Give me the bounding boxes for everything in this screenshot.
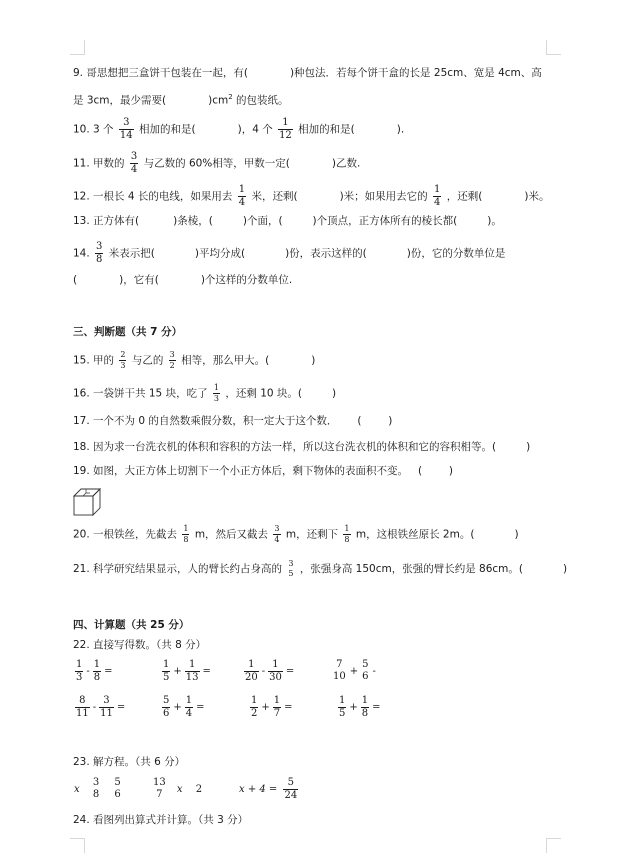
question-13: 13. 正方体有( )条棱，( )个面，( )个顶点，正方体所有的棱长都( )。 xyxy=(73,215,502,227)
fraction: $\frac{3}{4}$ xyxy=(274,524,280,544)
question-20: 20. 一根铁丝，先截去 $\frac{1}{8}$ m，然后又截去 $\frac{3}{4}$ m，还剩下 $\frac{1}{8}$ m，这根铁丝原长 2m。( ) xyxy=(73,524,519,544)
fraction: $\frac{1}{3}$ xyxy=(213,383,220,403)
question-23-title: 23. 解方程。（共 6 分） xyxy=(73,756,186,768)
fraction: $\frac{2}{3}$ xyxy=(120,350,126,370)
calc-item: 7 10 + 5 6 - xyxy=(333,659,376,682)
question-12: 12. 一根长 4 长的电线，如果用去 $\frac{1}{4}$ 米，还剩( )米；如果用去它的 $\frac{1}{4}$ ，还剩( )米。 xyxy=(73,184,550,208)
fraction: $\frac{1}{4}$ xyxy=(434,184,441,208)
question-18: 18. 因为求一台洗衣机的体积和容积的方法一样，所以这台洗衣机的体积和它的容积相等。( ) xyxy=(73,441,531,453)
section-4-heading: 四、计算题（共 25 分） xyxy=(73,619,190,631)
fraction: $\frac{1}{8}$ xyxy=(183,524,189,544)
section-3-heading: 三、判断题（共 7 分） xyxy=(73,326,183,338)
crop-mark-bottom-left xyxy=(70,838,85,853)
fraction: 3 5 xyxy=(288,559,294,578)
question-15: 15. 甲的 $\frac{2}{3}$ 与乙的 $\frac{3}{2}$ 相等，那么甲大。( ) xyxy=(73,350,316,370)
question-17: 17. 一个不为 0 的自然数乘假分数，积一定大于这个数． ( ) xyxy=(73,415,393,427)
question-21: 21. 科学研究结果显示，人的臂长约占身高的 3 5 ，张强身高 150cm，张强的臂长约是 86cm。( ) xyxy=(73,559,568,578)
question-10: 10. 3 个 $\frac{3}{14}$ 相加的和是( )，4 个 $\frac{1}{12}$ 相加的和是( ). xyxy=(73,117,405,141)
question-9-line-2: 是 3cm，最少需要( )$cm^2$ 的包装纸。 xyxy=(73,93,289,107)
question-9-line-1: 9. 哥思想把三盒饼干包装在一起，有( )种包法．若每个饼干盒的长是 25cm、宽是 4cm、高 xyxy=(73,67,542,79)
question-19: 19. 如图，大正方体上切割下一个小正方体后，剩下物体的表面积不变。 ( ) xyxy=(73,465,453,477)
fraction: $\frac{3}{4}$ xyxy=(130,151,138,175)
calc-item: $\frac{5}{6}$ + $\frac{1}{4}$ = xyxy=(163,695,205,719)
fraction: $\frac{1}{8}$ xyxy=(344,524,350,544)
calc-item: $\frac{1}{3}$ - $\frac{1}{8}$ = xyxy=(76,659,113,683)
equation-1: x 3 8 5 6 xyxy=(74,777,121,800)
cube-figure xyxy=(73,488,101,516)
question-24-title: 24. 看图列出算式并计算。（共 3 分） xyxy=(73,814,249,826)
calc-item: $\frac{8}{11}$ - $\frac{3}{11}$ = xyxy=(76,695,126,719)
question-22-title: 22. 直接写得数。（共 8 分） xyxy=(73,639,207,651)
calc-item: $\frac{1}{5}$ + $\frac{1}{13}$ = xyxy=(163,659,211,683)
calc-item: $\frac{1}{5}$ + $\frac{1}{8}$ = xyxy=(339,695,381,719)
question-14-line-2: ( )，它有( )个这样的分数单位. xyxy=(73,274,293,286)
question-16: 16. 一袋饼干共 15 块，吃了 $\frac{1}{3}$ ，还剩 10 块。( ) xyxy=(73,383,337,403)
crop-mark-top-right xyxy=(546,40,561,55)
question-11: 11. 甲数的 $\frac{3}{4}$ 与乙数的 60%相等，甲数一定( )乙数. xyxy=(73,151,361,175)
crop-mark-bottom-right xyxy=(546,838,561,853)
fraction: $\frac{3}{2}$ xyxy=(169,350,175,370)
equation-2: 13 7 x 2 xyxy=(153,777,203,800)
equation-3: x + 4 = $\frac{5}{24}$ xyxy=(239,777,298,801)
question-14-line-1: 14. $\frac{3}{8}$ 米表示把( )平均分成( )份，表示这样的( )份，它的分数单位是 xyxy=(73,241,506,265)
calc-item: $\frac{1}{20}$ - $\frac{1}{30}$ = xyxy=(245,659,295,683)
crop-mark-top-left xyxy=(70,40,85,55)
fraction: $\frac{3}{8}$ xyxy=(96,241,103,265)
calc-item: $\frac{1}{2}$ + $\frac{1}{7}$ = xyxy=(251,695,293,719)
fraction: $\frac{1}{12}$ xyxy=(279,117,292,141)
fraction: $\frac{1}{4}$ xyxy=(238,184,246,208)
fraction: $\frac{3}{14}$ xyxy=(119,117,133,141)
